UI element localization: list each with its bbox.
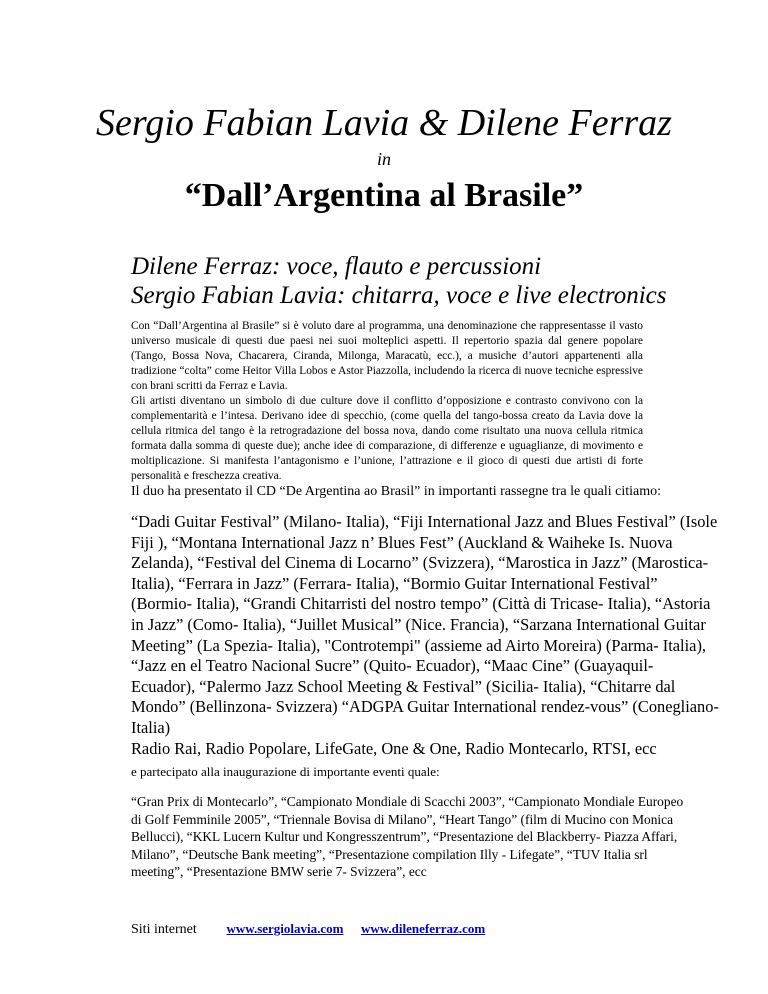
role-dilene: Dilene Ferraz: voce, flauto e percussioni <box>131 253 542 280</box>
footer-links <box>131 921 711 938</box>
festival-paragraph: “Dadi Guitar Festival” (Milano- Italia), “Fiji International Jazz and Blues Festival” (Isole Fiji ), “Montana International Jazz n’ Blues Fest” (Auckland & Waiheke Is. Nuova Zelanda), “Festival del Cinema di Locarno” (Svizzera), “Marostica in Jazz” (Marostica- Italia), “Ferrara in Jazz” (Ferrara- Italia), “Bormio Guitar International Festival” (Bormio- Italia), “Grandi Chitarristi del nostro tempo” (Città di Tricase- Italia), “Astoria in Jazz” (Como- Italia), “Juillet Musical” (Nice. Francia), “Sarzana International Guitar Meeting” (La Spezia- Italia), "Controtempi" (assieme ad Airto Moreira) (Parma- Italia), “Jazz en el Teatro Nacional Sucre” (Quito- Ecuador), “Maac Cine” (Guayaquil- Ecuador), “Palermo Jazz School Meeting & Festival” (Sicilia- Italia), “Chitarre dal Mondo” (Bellinzona- Svizzera) “ADGPA Guitar International rendez-vous” (Conegliano- Italia) <box>131 512 719 737</box>
dileneferraz-link[interactable]: www.dileneferraz.com <box>360 921 486 936</box>
intro-paragraph: Con “Dall’Argentina al Brasile” si è voluto dare al programma, una denominazione che rappresentasse il vasto universo musicale di questi due paesi nei suoi molteplici aspetti. Il repertorio spazia dal genere popolare (Tango, Bossa Nova, Chacarera, Ciranda, Milonga, Maracatù, ecc.), a musiche d’autori appartenenti alla tradizione “colta” come Heitor Villa Lobos e Astor Piazzolla, includendo la ricerca di nuove tecniche espressive con brani scritti da Ferraz e Lavia. <box>131 320 643 392</box>
festival-list <box>131 512 721 759</box>
intro-paragraph: Gli artisti diventano un simbolo di due culture dove il conflitto d’opposizione e contrasto convivono con la complementarità e l’intesa. Derivano idee di specchio, (come quella del tango-bossa creato da Lavia dove la cellula ritmica del tango è la retrogradazione del bossa nova, dando come risultato una nuova cellula ritmica formata dalla somma di queste due); anche idee di comparazione, di differenze e uguaglianze, di movimento e moltiplicazione. Si manifesta l’antagonismo e l’unione, l’attrazione e il gioco di questi due artisti di forte personalità e freschezza creativa. <box>131 395 643 482</box>
performer-roles <box>131 252 751 310</box>
role-sergio: Sergio Fabian Lavia: chitarra, voce e live electronics <box>131 282 667 309</box>
radio-line: Radio Rai, Radio Popolare, LifeGate, One & One, Radio Montecarlo, RTSI, ecc <box>131 738 657 758</box>
events-list: “Gran Prix di Montecarlo”, “Campionato Mondiale di Scacchi 2003”, “Campionato Mondiale Europeo di Golf Femminile 2005”, “Triennale Bovisa di Milano”, “Heart Tango” (film di Mucino con Monica Bellucci), “KKL Lucern Kultur und Kongresszentrum”, “Presentazione del Blackberry- Piazza Affari, Milano”, “Deutsche Bank meeting”, “Presentazione compilation Illy - Lifegate”, “TUV Italia srl meeting”, “Presentazione BMW serie 7- Svizzera”, ecc <box>131 794 684 880</box>
intro-text <box>131 319 643 484</box>
events-intro: e partecipato alla inaugurazione di importante eventi quale: <box>131 764 440 779</box>
page-title: Sergio Fabian Lavia & Dilene Ferraz <box>96 102 672 144</box>
program-title: “Dall’Argentina al Brasile” <box>184 177 584 214</box>
in-label: in <box>376 149 391 169</box>
websites-label: Siti internet <box>131 922 197 937</box>
sergiolavia-link[interactable]: www.sergiolavia.com <box>226 921 344 936</box>
cd-presentation-line: Il duo ha presentato il CD “De Argentina ao Brasil” in importanti rassegne tra le quali citiamo: <box>131 484 662 499</box>
